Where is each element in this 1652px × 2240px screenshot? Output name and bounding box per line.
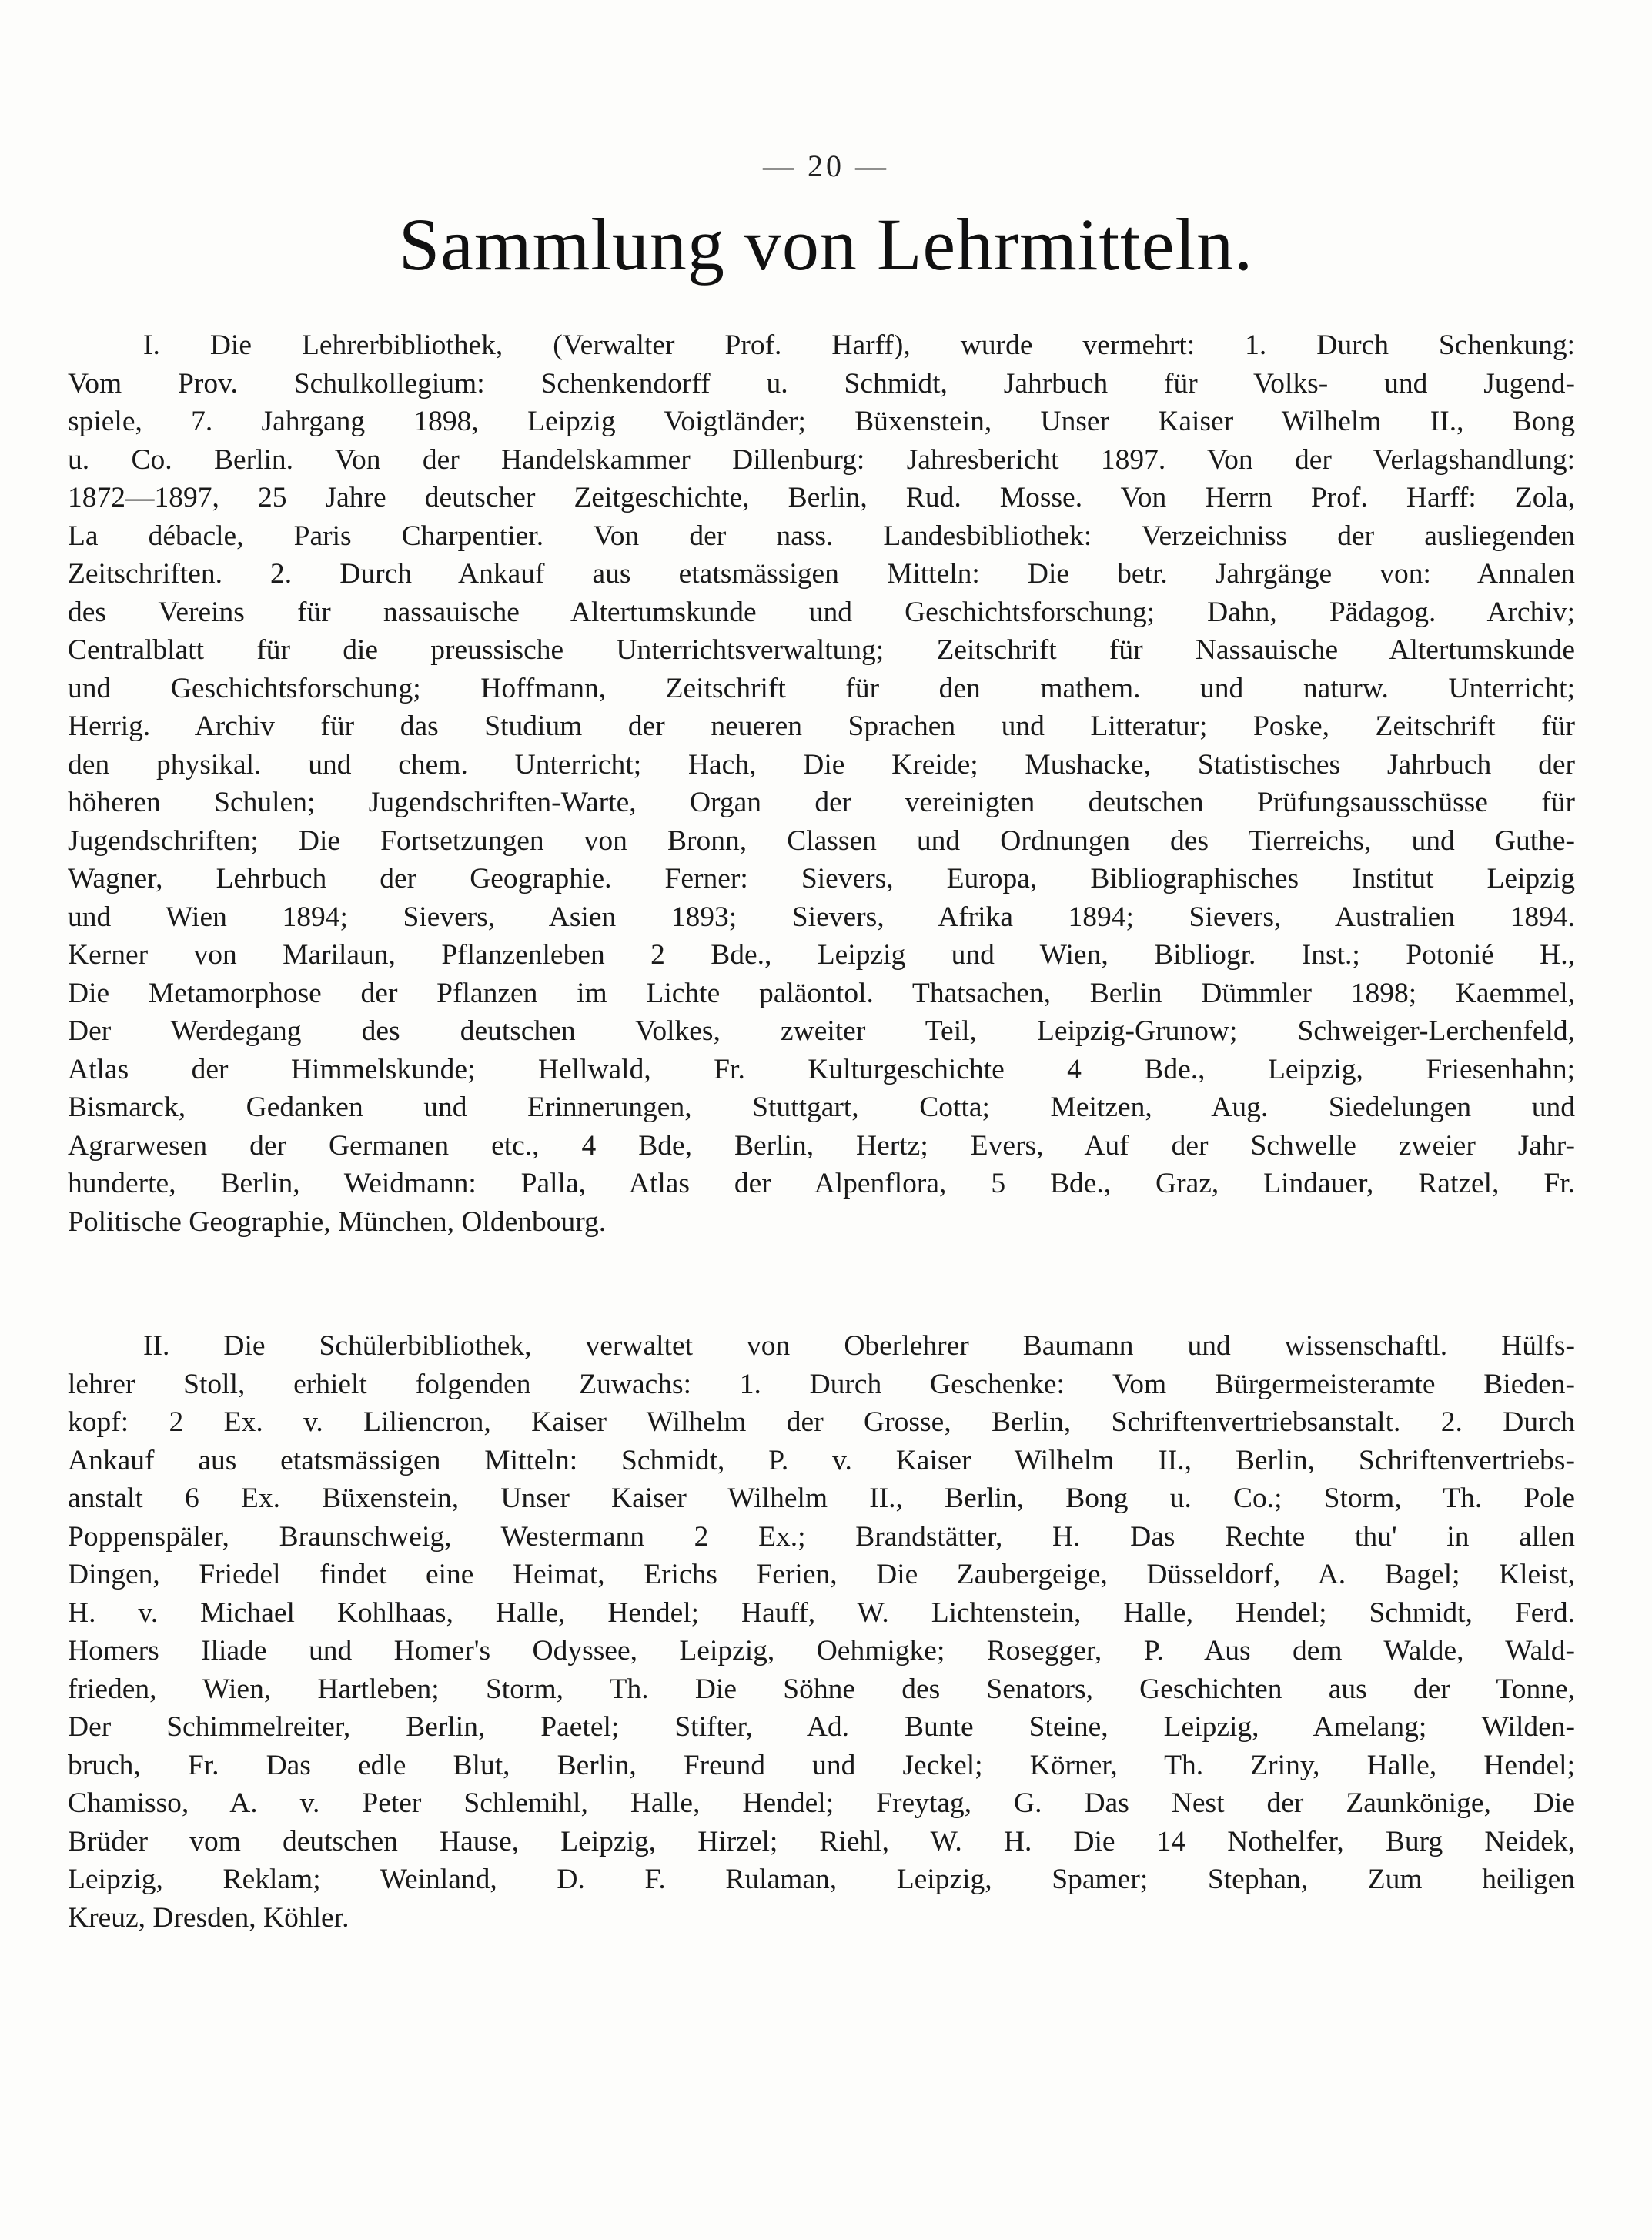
text-line: kopf: 2 Ex. v. Liliencron, Kaiser Wilhelm der Grosse, Berlin, Schriftenvertriebsanstalt. 2. Durch [68, 1406, 1575, 1438]
text-line: I. Die Lehrerbibliothek, (Verwalter Prof. Harff), wurde vermehrt: 1. Durch Schenkung: [143, 329, 1575, 361]
text-line: Die Metamorphose der Pflanzen im Lichte paläontol. Thatsachen, Berlin Dümmler 1898; Kaemmel, [68, 977, 1575, 1009]
text-line: Centralblatt für die preussische Unterrichtsverwaltung; Zeitschrift für Nassauische Altertumskunde [68, 634, 1575, 666]
text-line: Der Werdegang des deutschen Volkes, zweiter Teil, Leipzig-Grunow; Schweiger-Lerchenfeld, [68, 1015, 1575, 1047]
text-line: Poppenspäler, Braunschweig, Westermann 2 Ex.; Brandstätter, H. Das Rechte thu' in allen [68, 1520, 1575, 1553]
page-title: Sammlung von Lehrmitteln. [398, 203, 1254, 286]
text-line: und Wien 1894; Sievers, Asien 1893; Sievers, Afrika 1894; Sievers, Australien 1894. [68, 901, 1575, 933]
section-lehrerbibliothek [68, 326, 1575, 1241]
text-line: Der Schimmelreiter, Berlin, Paetel; Stifter, Ad. Bunte Steine, Leipzig, Amelang; Wilden- [68, 1711, 1575, 1743]
text-line: Leipzig, Reklam; Weinland, D. F. Rulaman, Leipzig, Spamer; Stephan, Zum heiligen [68, 1864, 1575, 1895]
text-line: des Vereins für nassauische Altertumskunde und Geschichtsforschung; Dahn, Pädagog. Archiv; [68, 596, 1575, 628]
text-line: Zeitschriften. 2. Durch Ankauf aus etatsmässigen Mitteln: Die betr. Jahrgänge von: Annalen [68, 558, 1575, 590]
text-line: hunderte, Berlin, Weidmann: Palla, Atlas der Alpenflora, 5 Bde., Graz, Lindauer, Ratzel, Fr. [68, 1168, 1575, 1199]
text-line: Ankauf aus etatsmässigen Mitteln: Schmidt, P. v. Kaiser Wilhelm II., Berlin, Schriftenvertriebs- [68, 1444, 1575, 1476]
text-line: Brüder vom deutschen Hause, Leipzig, Hirzel; Riehl, W. H. Die 14 Nothelfer, Burg Neidek, [68, 1825, 1575, 1857]
text-line: Kreuz, Dresden, Köhler. [68, 1901, 349, 1934]
text-line: lehrer Stoll, erhielt folgenden Zuwachs: 1. Durch Geschenke: Vom Bürgermeisteramte Bieden- [68, 1368, 1575, 1400]
text-line: Politische Geographie, München, Oldenbourg. [68, 1205, 607, 1238]
text-line: bruch, Fr. Das edle Blut, Berlin, Freund und Jeckel; Körner, Th. Zriny, Halle, Hendel; [68, 1749, 1575, 1781]
text-line: Agrarwesen der Germanen etc., 4 Bde, Berlin, Hertz; Evers, Auf der Schwelle zweier Jahr- [68, 1129, 1575, 1162]
text-line: Homers Iliade und Homer's Odyssee, Leipzig, Oehmigke; Rosegger, P. Aus dem Walde, Wald- [68, 1635, 1575, 1667]
text-line: Jugendschriften; Die Fortsetzungen von Bronn, Classen und Ordnungen des Tierreichs, und Guthe- [68, 824, 1575, 857]
text-line: Atlas der Himmelskunde; Hellwald, Fr. Kulturgeschichte 4 Bde., Leipzig, Friesenhahn; [68, 1053, 1575, 1085]
text-line: Wagner, Lehrbuch der Geographie. Ferner: Sievers, Europa, Bibliographisches Institut Leipzig [68, 863, 1575, 894]
text-line: II. Die Schülerbibliothek, verwaltet von Oberlehrer Baumann und wissenschaftl. Hülfs- [143, 1330, 1575, 1362]
text-line: Dingen, Friedel findet eine Heimat, Erichs Ferien, Die Zaubergeige, Düsseldorf, A. Bagel; Kleist, [68, 1559, 1575, 1590]
text-line: und Geschichtsforschung; Hoffmann, Zeitschrift für den mathem. und naturw. Unterricht; [68, 672, 1575, 704]
text-line: anstalt 6 Ex. Büxenstein, Unser Kaiser Wilhelm II., Berlin, Bong u. Co.; Storm, Th. Pole [68, 1483, 1575, 1514]
section-schuelerbibliothek [68, 1327, 1575, 1937]
text-line: Kerner von Marilaun, Pflanzenleben 2 Bde., Leipzig und Wien, Bibliogr. Inst.; Potonié H., [68, 939, 1575, 971]
text-line: u. Co. Berlin. Von der Handelskammer Dillenburg: Jahresbericht 1897. Von der Verlagshandlung: [68, 443, 1575, 476]
text-line: Vom Prov. Schulkollegium: Schenkendorff u. Schmidt, Jahrbuch für Volks- und Jugend- [68, 367, 1575, 400]
text-line: höheren Schulen; Jugendschriften-Warte, Organ der vereinigten deutschen Prüfungsausschüsse für [68, 787, 1575, 818]
text-line: La débacle, Paris Charpentier. Von der nass. Landesbibliothek: Verzeichniss der ausliegenden [68, 520, 1575, 552]
page-number: — 20 — [763, 149, 889, 183]
text-line: 1872—1897, 25 Jahre deutscher Zeitgeschichte, Berlin, Rud. Mosse. Von Herrn Prof. Harff: Zola, [68, 482, 1575, 513]
text-line: spiele, 7. Jahrgang 1898, Leipzig Voigtländer; Büxenstein, Unser Kaiser Wilhelm II., Bong [68, 406, 1575, 437]
text-line: den physikal. und chem. Unterricht; Hach, Die Kreide; Mushacke, Statistisches Jahrbuch der [68, 748, 1575, 781]
text-line: H. v. Michael Kohlhaas, Halle, Hendel; Hauff, W. Lichtenstein, Halle, Hendel; Schmidt, Ferd. [68, 1596, 1575, 1629]
text-line: Bismarck, Gedanken und Erinnerungen, Stuttgart, Cotta; Meitzen, Aug. Siedelungen und [68, 1092, 1575, 1123]
text-line: Herrig. Archiv für das Studium der neueren Sprachen und Litteratur; Poske, Zeitschrift für [68, 710, 1575, 742]
text-line: Chamisso, A. v. Peter Schlemihl, Halle, Hendel; Freytag, G. Das Nest der Zaunkönige, Die [68, 1787, 1575, 1819]
text-line: frieden, Wien, Hartleben; Storm, Th. Die Söhne des Senators, Geschichten aus der Tonne, [68, 1673, 1575, 1705]
